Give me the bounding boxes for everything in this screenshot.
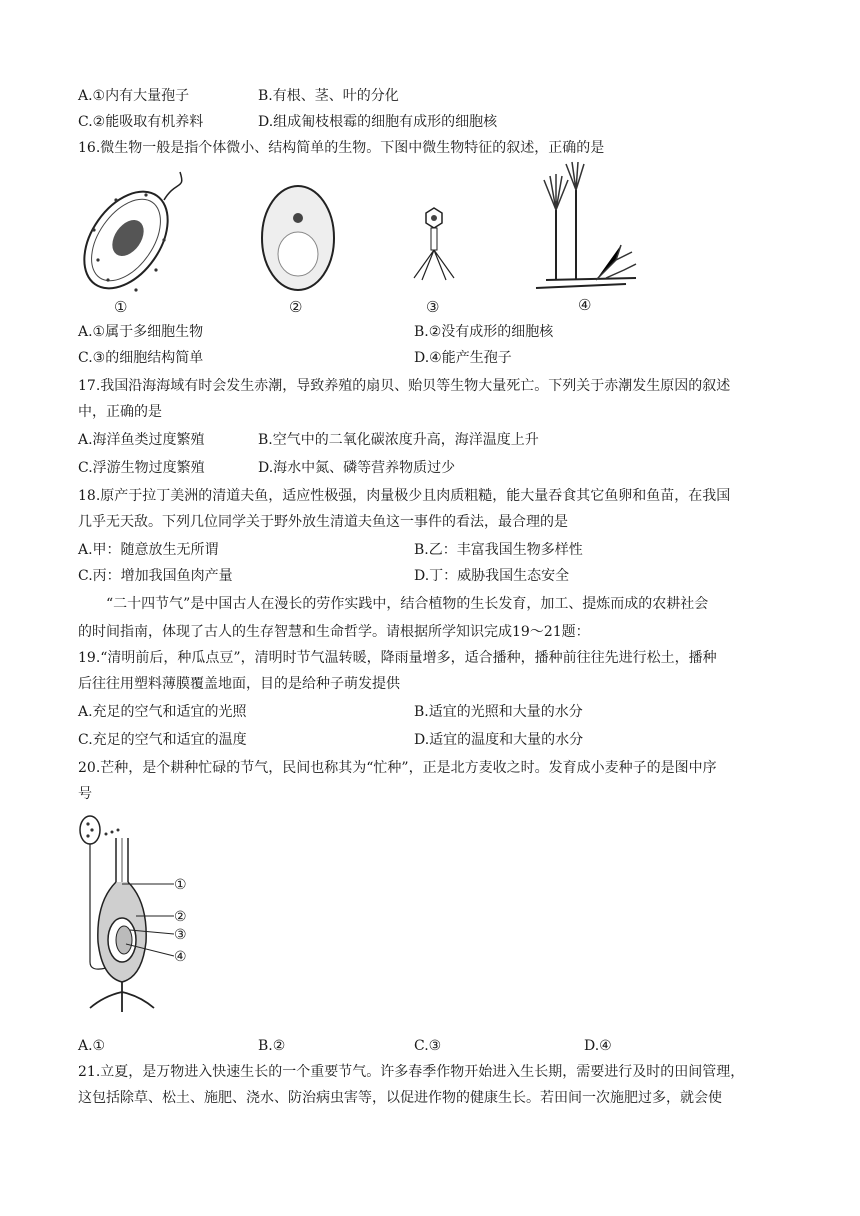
q19-stem-line1: 19.“清明前后，种瓜点豆”，清明时节气温转暖，降雨量增多，适合播种，播种前往往先进行松土，播种 xyxy=(78,650,717,666)
q15-option-a: A.①内有大量孢子 xyxy=(78,88,190,104)
q17-option-a: A.海洋鱼类过度繁殖 xyxy=(78,432,205,448)
q19-option-c: C.充足的空气和适宜的温度 xyxy=(78,732,247,748)
q20-stem-line1: 20.芒种，是个耕种忙碌的节气，民间也称其为“忙种”，正是北方麦收之时。发育成小麦种子的是图中序 xyxy=(78,760,717,776)
q16-label-4: ④ xyxy=(578,296,592,314)
q16-label-1: ① xyxy=(114,298,128,316)
yeast-illustration xyxy=(262,186,334,290)
q15-option-c: C.②能吸取有机养料 xyxy=(78,114,204,130)
q16-stem: 16.微生物一般是指个体微小、结构简单的生物。下图中微生物特征的叙述，正确的是 xyxy=(78,140,605,156)
virus-illustration xyxy=(414,208,454,280)
q20-stem-line2: 号 xyxy=(78,786,92,802)
q15-option-d: D.组成匍枝根霉的细胞有成形的细胞核 xyxy=(258,114,498,130)
q20-label-3: ③ xyxy=(174,927,187,943)
q18-stem-line1: 18.原产于拉丁美洲的清道夫鱼，适应性极强，肉量极少且肉质粗糙，能大量吞食其它鱼卵和鱼苗，在我国 xyxy=(78,488,731,504)
q17-option-b: B.空气中的二氧化碳浓度升高，海洋温度上升 xyxy=(258,432,539,448)
q19-option-a: A.充足的空气和适宜的光照 xyxy=(78,704,247,720)
q20-option-c: C.③ xyxy=(414,1038,442,1054)
q18-stem-line2: 几乎无天敌。下列几位同学关于野外放生清道夫鱼这一事件的看法，最合理的是 xyxy=(78,514,568,530)
q16-option-d: D.④能产生孢子 xyxy=(414,350,512,366)
q21-stem-line2: 这包括除草、松土、施肥、浇水、防治病虫害等，以促进作物的健康生长。若田间一次施肥过多，就会使 xyxy=(78,1090,722,1106)
q16-figure xyxy=(76,160,656,320)
q21-stem-line1: 21.立夏，是万物进入快速生长的一个重要节气。许多春季作物开始进入生长期，需要进行及时的田间管理， xyxy=(78,1064,745,1080)
q16-label-3: ③ xyxy=(426,298,440,316)
q16-option-c: C.③的细胞结构简单 xyxy=(78,350,204,366)
q17-stem-line1: 17.我国沿海海域有时会发生赤潮，导致养殖的扇贝、贻贝等生物大量死亡。下列关于赤潮发生原因的叙述 xyxy=(78,378,731,394)
pistil-illustration xyxy=(80,816,174,1012)
intro-line2: 的时间指南，体现了古人的生存智慧和生命哲学。请根据所学知识完成19～21题： xyxy=(78,624,590,640)
q16-label-2: ② xyxy=(289,298,303,316)
mold-illustration xyxy=(536,162,636,288)
q19-option-b: B.适宜的光照和大量的水分 xyxy=(414,704,583,720)
bacterium-illustration xyxy=(76,172,185,304)
q20-option-d: D.④ xyxy=(584,1038,612,1054)
q20-label-2: ② xyxy=(174,909,187,925)
intro-line1: “二十四节气”是中国古人在漫长的劳作实践中，结合植物的生长发育，加工、提炼而成的农耕社会 xyxy=(106,596,709,612)
q18-option-b: B.乙：丰富我国生物多样性 xyxy=(414,542,583,558)
q20-option-b: B.② xyxy=(258,1038,286,1054)
q16-option-a: A.①属于多细胞生物 xyxy=(78,324,204,340)
q18-option-d: D.丁：威胁我国生态安全 xyxy=(414,568,570,584)
q18-option-a: A.甲：随意放生无所谓 xyxy=(78,542,219,558)
q17-option-d: D.海水中氮、磷等营养物质过少 xyxy=(258,460,456,476)
q19-stem-line2: 后往往用塑料薄膜覆盖地面，目的是给种子萌发提供 xyxy=(78,676,400,692)
q19-option-d: D.适宜的温度和大量的水分 xyxy=(414,732,584,748)
q17-option-c: C.浮游生物过度繁殖 xyxy=(78,460,205,476)
q20-label-4: ④ xyxy=(174,949,187,965)
q18-option-c: C.丙：增加我国鱼肉产量 xyxy=(78,568,233,584)
q20-pistil-figure xyxy=(76,812,216,1022)
q17-stem-line2: 中，正确的是 xyxy=(78,404,162,420)
q16-option-b: B.②没有成形的细胞核 xyxy=(414,324,554,340)
q20-option-a: A.① xyxy=(78,1038,106,1054)
q15-option-b: B.有根、茎、叶的分化 xyxy=(258,88,399,104)
q20-label-1: ① xyxy=(174,877,187,893)
